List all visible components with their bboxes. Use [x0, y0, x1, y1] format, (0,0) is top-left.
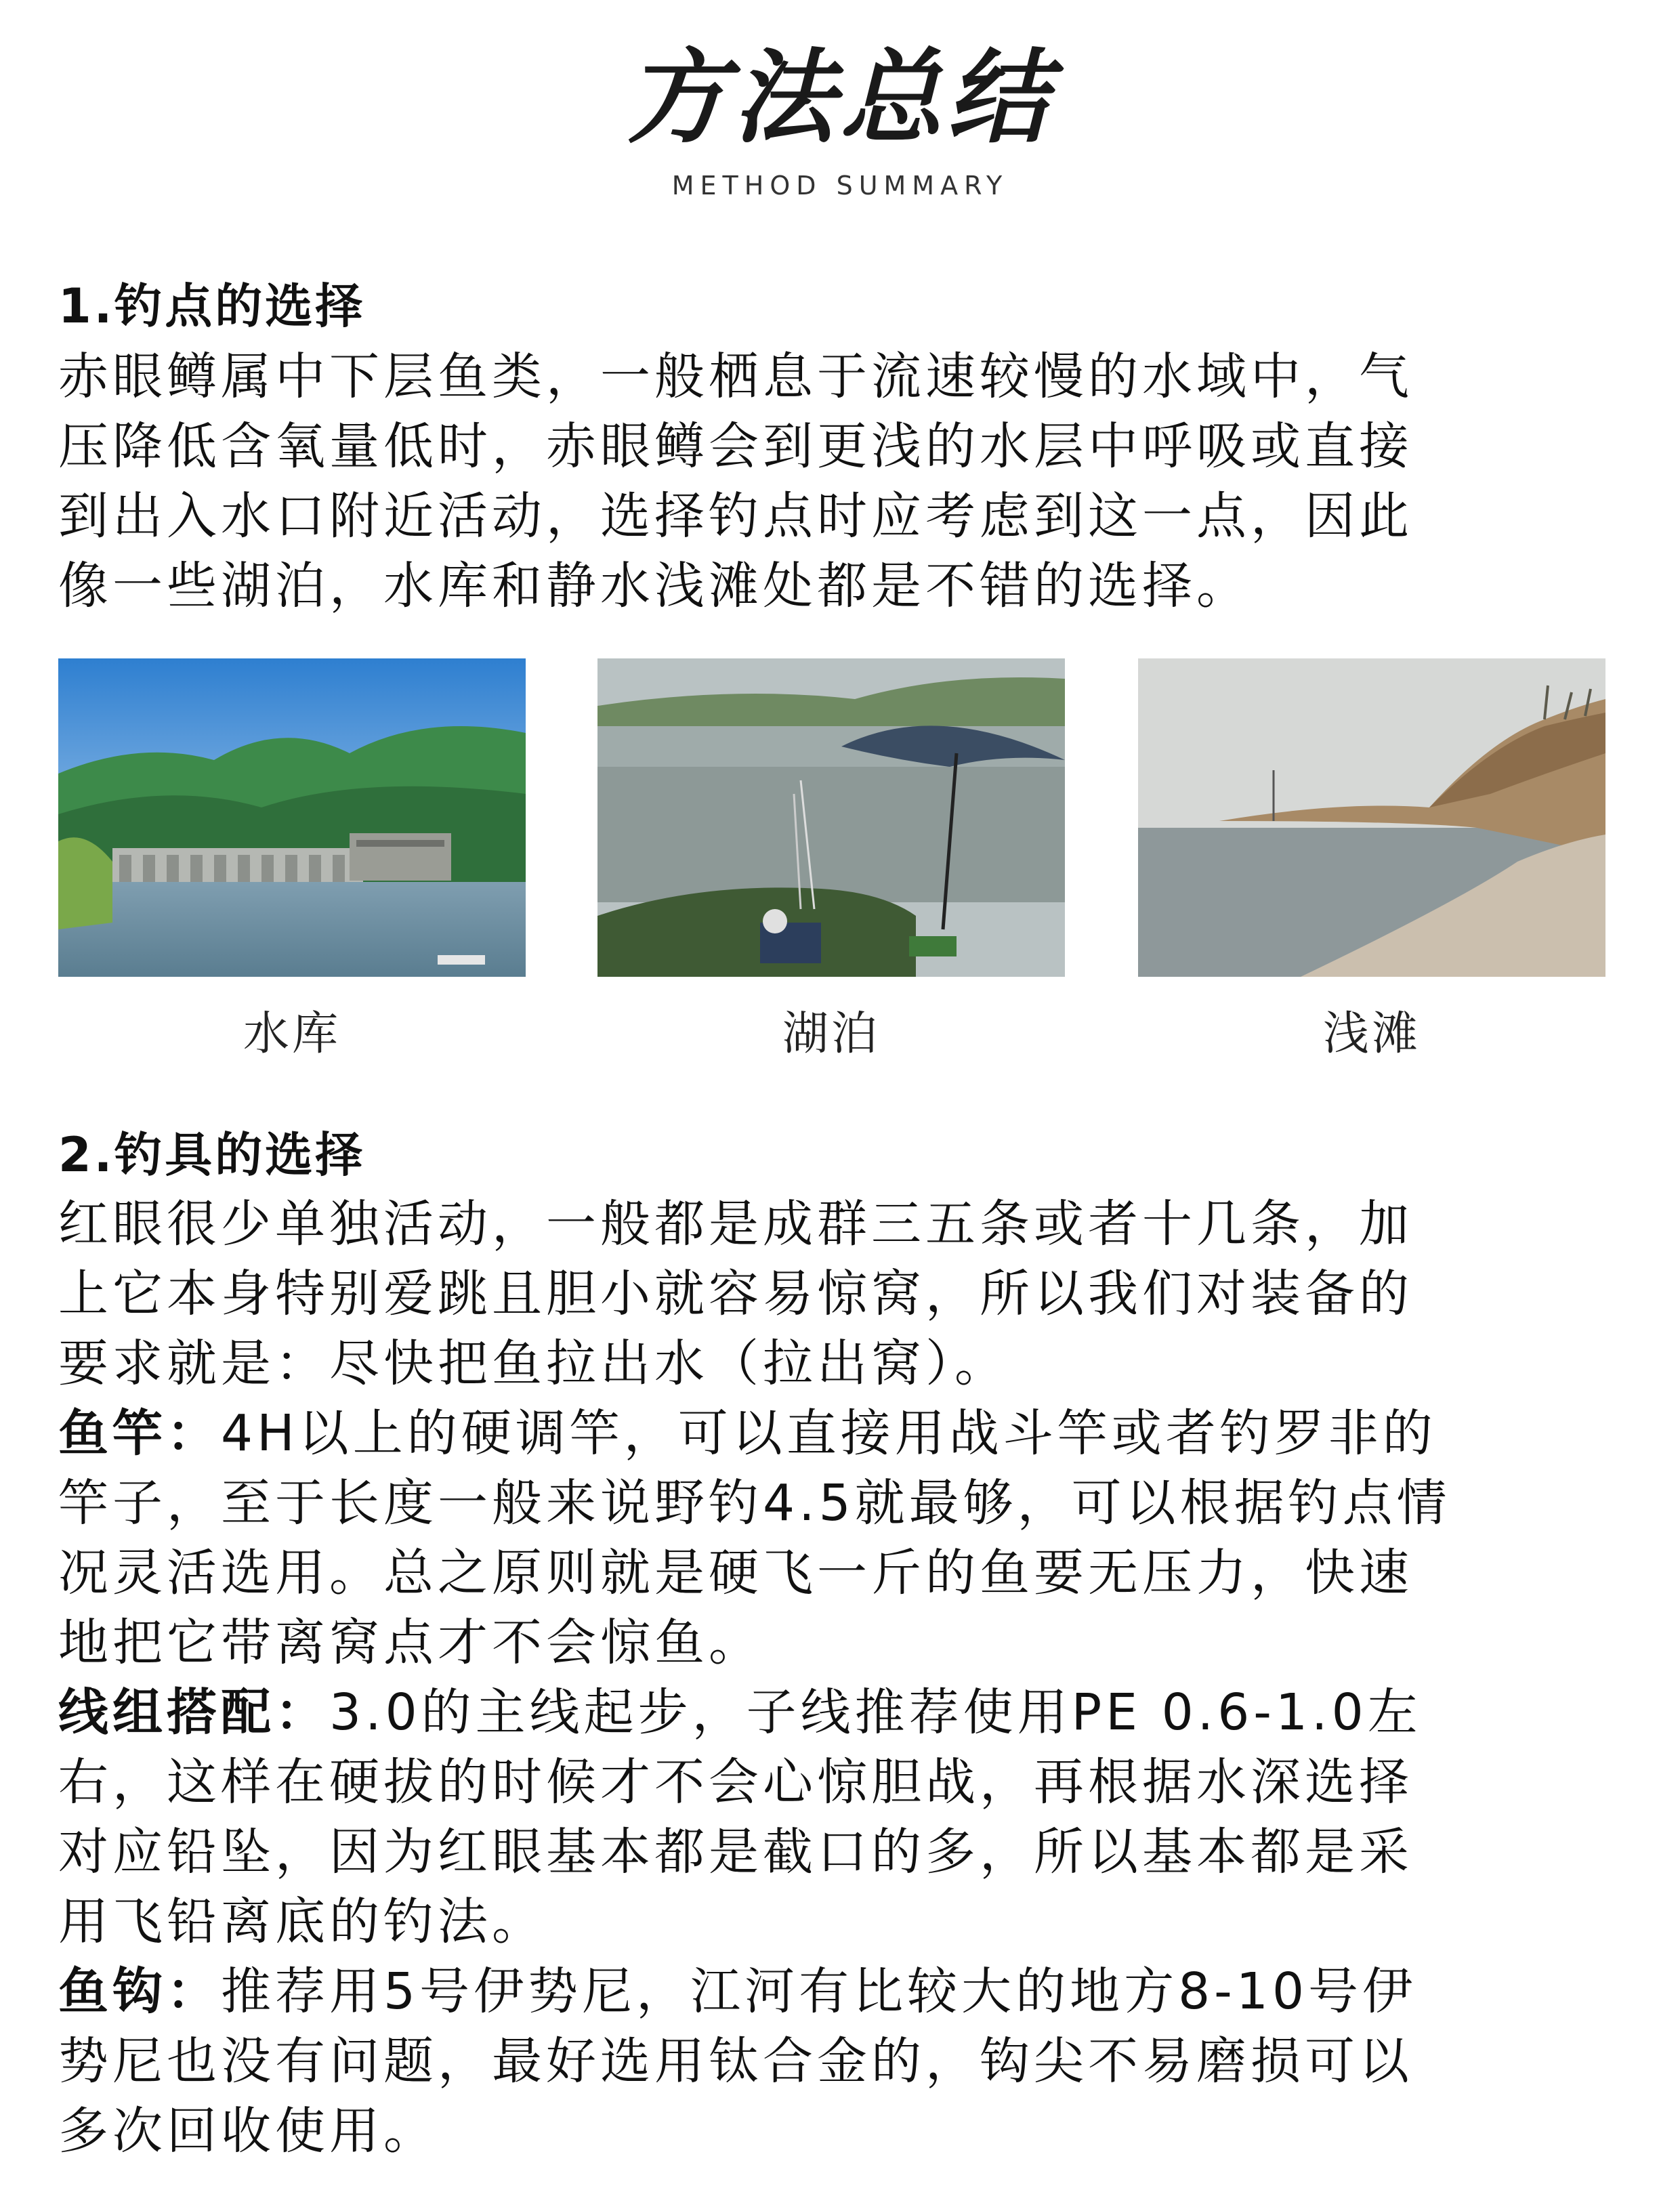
section1-line: 赤眼鳟属中下层鱼类，一般栖息于流速较慢的水域中，气 [58, 348, 1413, 406]
section1-line: 压降低含氧量低时，赤眼鳟会到更浅的水层中呼吸或直接 [58, 417, 1413, 476]
hook-line: 势尼也没有问题，最好选用钛合金的，钩尖不易磨损可以 [58, 2032, 1413, 2090]
hook-line [58, 1957, 1630, 2027]
rod-line: 况灵活选用。总之原则就是硬飞一斤的鱼要无压力，快速 [58, 1544, 1413, 1602]
hook-text: 推荐用5号伊势尼，江河有比较大的地方8-10号伊 [221, 1962, 1417, 2021]
section1-line: 到出入水口附近活动，选择钓点时应考虑到这一点，因此 [58, 487, 1413, 545]
rod-line: 竿子，至于长度一般来说野钓4.5就最够，可以根据钓点情 [58, 1474, 1451, 1532]
line-set-text: 3.0的主线起步，子线推荐使用PE 0.6-1.0左 [329, 1683, 1422, 1742]
rod-line: 地把它带离窝点才不会惊鱼。 [58, 1614, 763, 1672]
hook-line: 多次回收使用。 [58, 2102, 438, 2160]
line-set-line: 对应铅坠，因为红眼基本都是截口的多，所以基本都是采 [58, 1823, 1413, 1881]
photo-caption-shoal: 浅滩 [1322, 1007, 1421, 1061]
line-set-line: 右，这样在硬拔的时候才不会心惊胆战，再根据水深选择 [58, 1753, 1413, 1811]
section2-intro-line: 红眼很少单独活动，一般都是成群三五条或者十几条，加 [58, 1195, 1413, 1253]
rod-line [58, 1399, 1630, 1469]
section2-heading: 2.钓具的选择 [58, 1127, 366, 1183]
section2-intro-line: 上它本身特别爱跳且胆小就容易惊窝，所以我们对装备的 [58, 1265, 1413, 1323]
shoal-riverbank-photo [1138, 658, 1605, 977]
hook-label: 鱼钩： [58, 1962, 221, 2021]
section2-intro-line: 要求就是：尽快把鱼拉出水（拉出窝）。 [58, 1334, 1009, 1393]
rod-label: 鱼竿： [58, 1404, 221, 1462]
section1-heading: 1.钓点的选择 [58, 278, 366, 334]
line-set-line [58, 1678, 1630, 1748]
photo-caption-reservoir: 水库 [243, 1007, 341, 1061]
rod-text: 4H以上的硬调竿，可以直接用战斗竿或者钓罗非的 [221, 1404, 1437, 1462]
section1-paragraph [58, 342, 1630, 621]
page-header [0, 41, 1680, 201]
reservoir-dam-photo [58, 658, 526, 977]
line-set-label: 线组搭配： [58, 1683, 329, 1742]
page-title: 方法总结 [625, 39, 1054, 157]
section2-paragraph [58, 1189, 1630, 2166]
line-set-line: 用飞铅离底的钓法。 [58, 1893, 546, 1951]
page-subtitle: METHOD SUMMARY [671, 171, 1009, 201]
photo-caption-lake: 湖泊 [782, 1007, 880, 1061]
lake-umbrella-photo [597, 658, 1065, 977]
section1-line: 像一些湖泊，水库和静水浅滩处都是不错的选择。 [58, 557, 1251, 615]
